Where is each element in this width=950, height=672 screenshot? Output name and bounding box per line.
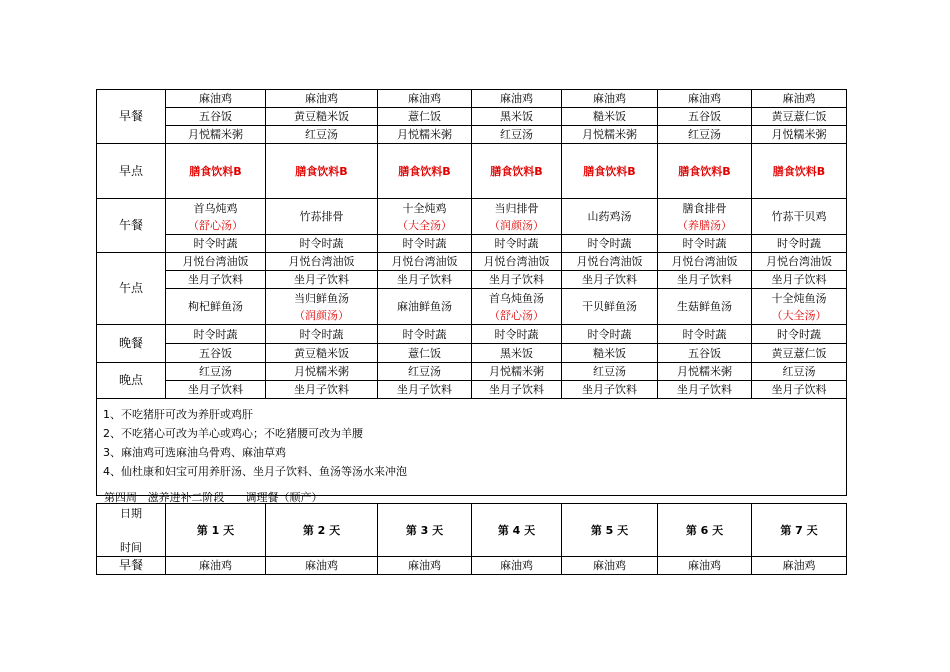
afternoon-rice: 月悦台湾油饭 [166, 253, 266, 271]
note-line: 1、不吃猪肝可改为养肝或鸡肝 [103, 408, 253, 421]
table-row [97, 108, 847, 126]
lunch-main-dish [378, 199, 472, 235]
fish-soup-name: 麻油鲜鱼汤 [397, 300, 452, 313]
morning-snack-item: 膳食饮料B [472, 144, 562, 199]
dinner-item: 糙米饭 [562, 344, 658, 363]
note-line: 3、麻油鸡可选麻油乌骨鸡、麻油草鸡 [103, 446, 286, 459]
breakfast-item: 月悦糯米粥 [378, 126, 472, 144]
table-row [97, 253, 847, 271]
breakfast-item: 麻油鸡 [472, 90, 562, 108]
note-line: 2、不吃猪心可改为羊心或鸡心；不吃猪腰可改为羊腰 [103, 427, 363, 440]
night-snack-item: 月悦糯米粥 [658, 363, 752, 381]
lunch-dish-name: 十全炖鸡 [402, 201, 447, 215]
week3-meal-table [96, 89, 847, 496]
breakfast-item: 麻油鸡 [472, 557, 562, 575]
dinner-item: 时令时蔬 [378, 325, 472, 344]
afternoon-rice: 月悦台湾油饭 [378, 253, 472, 271]
dinner-item: 时令时蔬 [752, 325, 847, 344]
table-row [97, 363, 847, 381]
breakfast-item: 五谷饭 [658, 108, 752, 126]
fish-soup-name: 十全炖鱼汤 [771, 291, 827, 305]
day-header: 第 7 天 [752, 504, 847, 557]
dinner-item: 五谷饭 [658, 344, 752, 363]
breakfast-item: 麻油鸡 [378, 557, 472, 575]
table-row [97, 126, 847, 144]
afternoon-rice: 月悦台湾油饭 [266, 253, 378, 271]
header-date-time [97, 504, 166, 557]
fish-soup-name: 首乌炖鱼汤 [489, 291, 544, 305]
breakfast-item: 麻油鸡 [562, 557, 658, 575]
lunch-dish-name: 竹荪干贝鸡 [771, 210, 827, 223]
dinner-item: 黄豆糙米饭 [266, 344, 378, 363]
night-snack-item: 红豆汤 [562, 363, 658, 381]
dinner-item: 黄豆薏仁饭 [752, 344, 847, 363]
afternoon-rice: 月悦台湾油饭 [472, 253, 562, 271]
lunch-main-dish [166, 199, 266, 235]
afternoon-drink: 坐月子饮料 [266, 271, 378, 289]
night-snack-item: 坐月子饮料 [378, 381, 472, 399]
night-snack-item: 坐月子饮料 [166, 381, 266, 399]
breakfast-item: 麻油鸡 [166, 90, 266, 108]
afternoon-fish-soup [752, 289, 847, 325]
afternoon-drink: 坐月子饮料 [378, 271, 472, 289]
day-header: 第 4 天 [472, 504, 562, 557]
breakfast-item: 月悦糯米粥 [752, 126, 847, 144]
lunch-dish-name: 山药鸡汤 [587, 210, 632, 223]
table-row [97, 90, 847, 108]
night-snack-item: 坐月子饮料 [472, 381, 562, 399]
dinner-item: 黑米饭 [472, 344, 562, 363]
night-snack-item: 红豆汤 [752, 363, 847, 381]
lunch-vegetable: 时令时蔬 [472, 235, 562, 253]
breakfast-item: 月悦糯米粥 [166, 126, 266, 144]
night-snack-item: 坐月子饮料 [562, 381, 658, 399]
lunch-main-dish [472, 199, 562, 235]
dinner-item: 五谷饭 [166, 344, 266, 363]
breakfast-item: 麻油鸡 [658, 90, 752, 108]
lunch-dish-name: 竹荪排骨 [299, 210, 344, 223]
night-snack-item: 坐月子饮料 [266, 381, 378, 399]
night-snack-item: 月悦糯米粥 [266, 363, 378, 381]
night-snack-item: 坐月子饮料 [658, 381, 752, 399]
fish-soup-name: 生菇鲜鱼汤 [677, 300, 732, 313]
lunch-vegetable: 时令时蔬 [658, 235, 752, 253]
night-snack-item: 坐月子饮料 [752, 381, 847, 399]
breakfast-item: 薏仁饭 [378, 108, 472, 126]
morning-snack-item: 膳食饮料B [752, 144, 847, 199]
lunch-label: 午餐 [97, 199, 166, 253]
dinner-item: 时令时蔬 [472, 325, 562, 344]
breakfast-item: 麻油鸡 [266, 557, 378, 575]
morning-snack-item: 膳食饮料B [658, 144, 752, 199]
breakfast-item: 麻油鸡 [166, 557, 266, 575]
table-row [97, 381, 847, 399]
week4-meal-table [96, 503, 847, 575]
table-row [97, 199, 847, 235]
afternoon-fish-soup [378, 289, 472, 325]
day-header: 第 1 天 [166, 504, 266, 557]
lunch-dish-soup-type: （舒心汤） [188, 218, 243, 232]
afternoon-drink: 坐月子饮料 [658, 271, 752, 289]
day-header: 第 2 天 [266, 504, 378, 557]
lunch-dish-name: 当归排骨 [494, 201, 539, 215]
lunch-main-dish [752, 199, 847, 235]
afternoon-drink: 坐月子饮料 [472, 271, 562, 289]
afternoon-fish-soup [562, 289, 658, 325]
header-date: 日期 [120, 506, 142, 520]
afternoon-rice: 月悦台湾油饭 [752, 253, 847, 271]
note-line: 4、仙杜康和妇宝可用养肝汤、坐月子饮料、鱼汤等汤水来冲泡 [103, 465, 407, 478]
morning-snack-item: 膳食饮料B [378, 144, 472, 199]
afternoon-snack-label: 午点 [97, 253, 166, 325]
table-row [97, 399, 847, 496]
breakfast-item: 黄豆薏仁饭 [752, 108, 847, 126]
afternoon-rice: 月悦台湾油饭 [562, 253, 658, 271]
day-header: 第 5 天 [562, 504, 658, 557]
fish-soup-name: 干贝鲜鱼汤 [582, 300, 637, 313]
lunch-main-dish [266, 199, 378, 235]
afternoon-drink: 坐月子饮料 [752, 271, 847, 289]
table-row [97, 144, 847, 199]
breakfast-item: 红豆汤 [266, 126, 378, 144]
breakfast-item: 麻油鸡 [658, 557, 752, 575]
morning-snack-item: 膳食饮料B [562, 144, 658, 199]
night-snack-item: 红豆汤 [378, 363, 472, 381]
table-row [97, 271, 847, 289]
table-row [97, 504, 847, 557]
dinner-item: 时令时蔬 [658, 325, 752, 344]
breakfast-item: 红豆汤 [472, 126, 562, 144]
breakfast-item: 黑米饭 [472, 108, 562, 126]
dinner-label: 晚餐 [97, 325, 166, 363]
lunch-vegetable: 时令时蔬 [378, 235, 472, 253]
dinner-item: 时令时蔬 [266, 325, 378, 344]
afternoon-drink: 坐月子饮料 [166, 271, 266, 289]
night-snack-item: 红豆汤 [166, 363, 266, 381]
breakfast-label: 早餐 [97, 557, 166, 575]
breakfast-item: 麻油鸡 [562, 90, 658, 108]
day-header: 第 6 天 [658, 504, 752, 557]
morning-snack-label: 早点 [97, 144, 166, 199]
afternoon-drink: 坐月子饮料 [562, 271, 658, 289]
fish-soup-soup-type: （润颜汤） [294, 308, 349, 322]
breakfast-item: 糙米饭 [562, 108, 658, 126]
fish-soup-soup-type: （舒心汤） [489, 308, 544, 322]
breakfast-item: 麻油鸡 [266, 90, 378, 108]
afternoon-fish-soup [658, 289, 752, 325]
afternoon-rice: 月悦台湾油饭 [658, 253, 752, 271]
breakfast-item: 麻油鸡 [752, 90, 847, 108]
breakfast-item: 月悦糯米粥 [562, 126, 658, 144]
night-snack-item: 月悦糯米粥 [472, 363, 562, 381]
breakfast-item: 麻油鸡 [378, 90, 472, 108]
table-row [97, 557, 847, 575]
breakfast-item: 五谷饭 [166, 108, 266, 126]
afternoon-fish-soup [472, 289, 562, 325]
afternoon-fish-soup [166, 289, 266, 325]
breakfast-item: 麻油鸡 [752, 557, 847, 575]
morning-snack-item: 膳食饮料B [266, 144, 378, 199]
breakfast-item: 黄豆糙米饭 [266, 108, 378, 126]
lunch-dish-soup-type: （大全汤） [397, 218, 452, 232]
table-row [97, 289, 847, 325]
dinner-item: 薏仁饭 [378, 344, 472, 363]
lunch-dish-soup-type: （润颜汤） [489, 218, 544, 232]
lunch-dish-soup-type: （养膳汤） [677, 218, 732, 232]
lunch-vegetable: 时令时蔬 [752, 235, 847, 253]
dinner-item: 时令时蔬 [166, 325, 266, 344]
lunch-main-dish [658, 199, 752, 235]
lunch-vegetable: 时令时蔬 [166, 235, 266, 253]
night-snack-label: 晚点 [97, 363, 166, 399]
afternoon-fish-soup [266, 289, 378, 325]
dinner-item: 时令时蔬 [562, 325, 658, 344]
morning-snack-item: 膳食饮料B [166, 144, 266, 199]
day-header: 第 3 天 [378, 504, 472, 557]
fish-soup-name: 当归鲜鱼汤 [294, 291, 349, 305]
table-row [97, 344, 847, 363]
lunch-dish-name: 膳食排骨 [682, 201, 727, 215]
table-row [97, 235, 847, 253]
fish-soup-name: 枸杞鲜鱼汤 [188, 300, 243, 313]
lunch-vegetable: 时令时蔬 [562, 235, 658, 253]
fish-soup-soup-type: （大全汤） [771, 308, 827, 322]
table-row [97, 325, 847, 344]
notes-cell [97, 399, 847, 496]
lunch-dish-name: 首乌炖鸡 [193, 201, 238, 215]
breakfast-item: 红豆汤 [658, 126, 752, 144]
header-time: 时间 [120, 540, 142, 554]
lunch-vegetable: 时令时蔬 [266, 235, 378, 253]
week4-section-title: 第四周 滋养进补二阶段 调理餐（顺产） [104, 491, 323, 504]
breakfast-label: 早餐 [97, 90, 166, 144]
lunch-main-dish [562, 199, 658, 235]
